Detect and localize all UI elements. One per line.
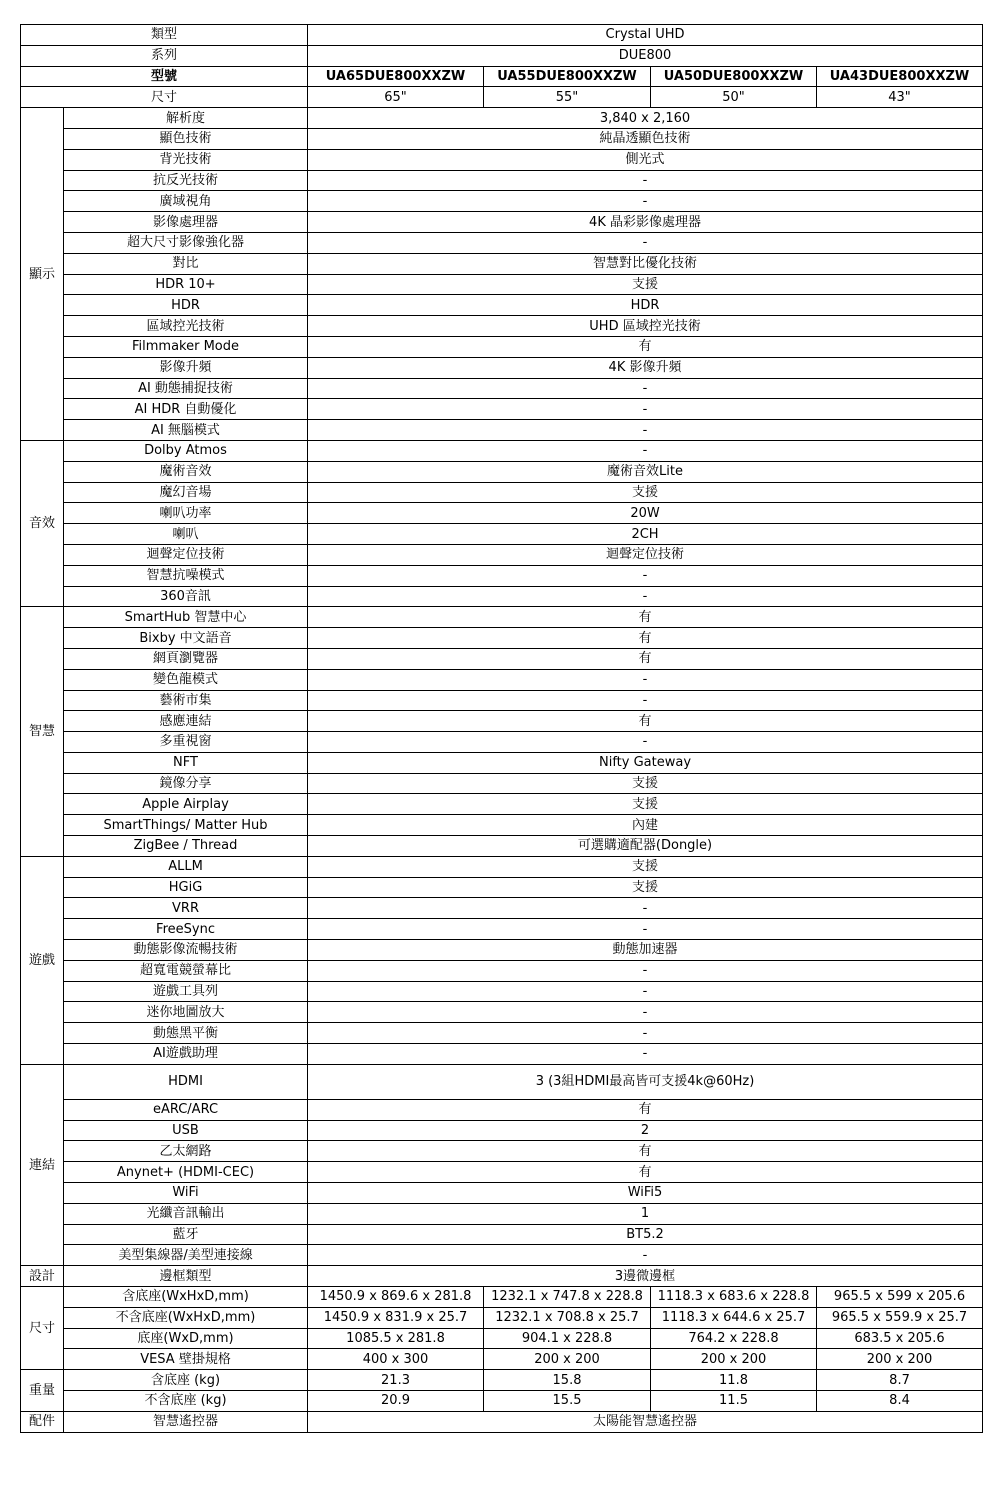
spec-row (21, 336, 983, 357)
spec-value: 魔術音效Lite (308, 461, 983, 482)
spec-value: 15.5 (484, 1391, 651, 1412)
category-label: 連結 (21, 1064, 64, 1265)
spec-label: NFT (64, 752, 308, 773)
spec-value: - (308, 669, 983, 690)
size-cell: 55" (484, 87, 651, 108)
spec-label: 區域控光技術 (64, 316, 308, 337)
spec-label: 動態影像流暢技術 (64, 940, 308, 961)
spec-value: 1085.5 x 281.8 (308, 1328, 484, 1349)
size-row (21, 87, 983, 108)
spec-value: - (308, 586, 983, 607)
category-label: 尺寸 (21, 1287, 64, 1370)
spec-row (21, 836, 983, 857)
spec-value: 有 (308, 1141, 983, 1162)
spec-value: Nifty Gateway (308, 752, 983, 773)
spec-row (21, 794, 983, 815)
spec-value: 200 x 200 (651, 1349, 817, 1370)
size-cell: 43" (817, 87, 983, 108)
spec-row (21, 711, 983, 732)
spec-row (21, 399, 983, 420)
spec-row (21, 170, 983, 191)
spec-value: 965.5 x 559.9 x 25.7 (817, 1307, 983, 1328)
spec-row (21, 1245, 983, 1266)
size-cell: 50" (651, 87, 817, 108)
spec-value: - (308, 191, 983, 212)
spec-row (21, 316, 983, 337)
spec-value: 1118.3 x 644.6 x 25.7 (651, 1307, 817, 1328)
spec-row (21, 420, 983, 441)
spec-value: 8.4 (817, 1391, 983, 1412)
spec-label: 影像處理器 (64, 212, 308, 233)
spec-value: 支援 (308, 482, 983, 503)
category-label: 設計 (21, 1266, 64, 1287)
spec-value: - (308, 1245, 983, 1266)
type-label: 類型 (21, 25, 308, 46)
spec-row (21, 108, 983, 129)
spec-value: - (308, 898, 983, 919)
spec-label: 感應連結 (64, 711, 308, 732)
spec-row (21, 1044, 983, 1065)
model-label: 型號 (21, 66, 308, 87)
spec-label: AI 動態捕捉技術 (64, 378, 308, 399)
spec-row (21, 752, 983, 773)
spec-value: 20W (308, 503, 983, 524)
spec-row (21, 940, 983, 961)
spec-value: 965.5 x 599 x 205.6 (817, 1287, 983, 1308)
spec-value: - (308, 170, 983, 191)
spec-value: - (308, 420, 983, 441)
category-label: 顯示 (21, 108, 64, 441)
spec-value: 3 (3組HDMI最高皆可支援4k@60Hz) (308, 1064, 983, 1099)
spec-row (21, 1002, 983, 1023)
spec-label: 智慧抗噪模式 (64, 565, 308, 586)
spec-value: - (308, 1044, 983, 1065)
spec-row (21, 544, 983, 565)
spec-value: 有 (308, 1099, 983, 1120)
spec-value: - (308, 1002, 983, 1023)
spec-row (21, 1411, 983, 1432)
spec-label: ZigBee / Thread (64, 836, 308, 857)
spec-value: - (308, 690, 983, 711)
spec-value: - (308, 232, 983, 253)
spec-label: 對比 (64, 253, 308, 274)
spec-label: VRR (64, 898, 308, 919)
spec-value: 支援 (308, 856, 983, 877)
spec-value: 1232.1 x 747.8 x 228.8 (484, 1287, 651, 1308)
spec-label: Anynet+ (HDMI-CEC) (64, 1162, 308, 1183)
spec-value: 904.1 x 228.8 (484, 1328, 651, 1349)
spec-label: USB (64, 1120, 308, 1141)
spec-row (21, 1023, 983, 1044)
spec-row (21, 628, 983, 649)
spec-label: HDR (64, 295, 308, 316)
spec-label: 不含底座 (kg) (64, 1391, 308, 1412)
spec-row (21, 565, 983, 586)
spec-label: 多重視窗 (64, 732, 308, 753)
spec-label: 含底座(WxHxD,mm) (64, 1287, 308, 1308)
spec-value: 1118.3 x 683.6 x 228.8 (651, 1287, 817, 1308)
spec-row (21, 773, 983, 794)
spec-label: 乙太網路 (64, 1141, 308, 1162)
spec-value: 683.5 x 205.6 (817, 1328, 983, 1349)
spec-value: 4K 影像升頻 (308, 357, 983, 378)
spec-value: 3邊微邊框 (308, 1266, 983, 1287)
spec-row (21, 274, 983, 295)
spec-value: 支援 (308, 877, 983, 898)
spec-label: Bixby 中文語音 (64, 628, 308, 649)
spec-row (21, 732, 983, 753)
spec-row (21, 586, 983, 607)
spec-label: AI HDR 自動優化 (64, 399, 308, 420)
spec-row (21, 1307, 983, 1328)
spec-value: HDR (308, 295, 983, 316)
spec-value: 1 (308, 1203, 983, 1224)
spec-value: 1450.9 x 831.9 x 25.7 (308, 1307, 484, 1328)
spec-value: 200 x 200 (484, 1349, 651, 1370)
model-row (21, 66, 983, 87)
spec-value: - (308, 440, 983, 461)
series-value: DUE800 (308, 45, 983, 66)
spec-label: 喇叭 (64, 524, 308, 545)
spec-value: 1450.9 x 869.6 x 281.8 (308, 1287, 484, 1308)
spec-row (21, 149, 983, 170)
spec-value: - (308, 1023, 983, 1044)
spec-row (21, 253, 983, 274)
spec-value: 764.2 x 228.8 (651, 1328, 817, 1349)
spec-value: 21.3 (308, 1370, 484, 1391)
spec-row (21, 960, 983, 981)
spec-label: 邊框類型 (64, 1266, 308, 1287)
spec-table (20, 24, 983, 1433)
spec-label: 背光技術 (64, 149, 308, 170)
spec-label: 超大尺寸影像強化器 (64, 232, 308, 253)
category-label: 重量 (21, 1370, 64, 1412)
spec-value: 有 (308, 628, 983, 649)
spec-label: FreeSync (64, 919, 308, 940)
size-label: 尺寸 (21, 87, 308, 108)
spec-value: 純晶透顯色技術 (308, 128, 983, 149)
spec-value: UHD 區域控光技術 (308, 316, 983, 337)
type-row (21, 25, 983, 46)
spec-label: 遊戲工具列 (64, 981, 308, 1002)
spec-value: BT5.2 (308, 1224, 983, 1245)
spec-value: 智慧對比優化技術 (308, 253, 983, 274)
spec-label: 不含底座(WxHxD,mm) (64, 1307, 308, 1328)
spec-value: 200 x 200 (817, 1349, 983, 1370)
spec-label: HGiG (64, 877, 308, 898)
category-label: 音效 (21, 440, 64, 606)
spec-row (21, 1064, 983, 1099)
spec-label: 魔術音效 (64, 461, 308, 482)
spec-value: 有 (308, 1162, 983, 1183)
category-label: 配件 (21, 1411, 64, 1432)
spec-label: HDMI (64, 1064, 308, 1099)
spec-row (21, 1266, 983, 1287)
spec-value: 有 (308, 648, 983, 669)
spec-value: 支援 (308, 274, 983, 295)
spec-label: 藍牙 (64, 1224, 308, 1245)
spec-row (21, 877, 983, 898)
spec-label: AI 無腦模式 (64, 420, 308, 441)
spec-label: Dolby Atmos (64, 440, 308, 461)
spec-label: 動態黑平衡 (64, 1023, 308, 1044)
spec-value: 可選購適配器(Dongle) (308, 836, 983, 857)
spec-value: - (308, 981, 983, 1002)
spec-label: 解析度 (64, 108, 308, 129)
spec-value: 有 (308, 336, 983, 357)
spec-label: 影像升頻 (64, 357, 308, 378)
spec-label: 網頁瀏覽器 (64, 648, 308, 669)
spec-value: 400 x 300 (308, 1349, 484, 1370)
spec-row (21, 128, 983, 149)
spec-label: 鏡像分享 (64, 773, 308, 794)
spec-row (21, 919, 983, 940)
spec-row (21, 607, 983, 628)
spec-label: 顯色技術 (64, 128, 308, 149)
series-row (21, 45, 983, 66)
type-value: Crystal UHD (308, 25, 983, 46)
spec-row (21, 898, 983, 919)
spec-row (21, 1203, 983, 1224)
spec-row (21, 690, 983, 711)
spec-row (21, 1287, 983, 1308)
spec-label: 光纖音訊輸出 (64, 1203, 308, 1224)
spec-label: AI遊戲助理 (64, 1044, 308, 1065)
spec-value: 11.8 (651, 1370, 817, 1391)
spec-value: WiFi5 (308, 1183, 983, 1204)
spec-value: 有 (308, 607, 983, 628)
spec-row (21, 981, 983, 1002)
spec-value: 內建 (308, 815, 983, 836)
spec-label: 藝術市集 (64, 690, 308, 711)
spec-label: 喇叭功率 (64, 503, 308, 524)
spec-row (21, 461, 983, 482)
spec-value: - (308, 960, 983, 981)
spec-label: 變色龍模式 (64, 669, 308, 690)
spec-row (21, 1099, 983, 1120)
spec-row (21, 295, 983, 316)
spec-label: 迷你地圖放大 (64, 1002, 308, 1023)
spec-label: 超寬電競螢幕比 (64, 960, 308, 981)
spec-row (21, 212, 983, 233)
size-cell: 65" (308, 87, 484, 108)
spec-row (21, 232, 983, 253)
spec-value: - (308, 378, 983, 399)
model-cell: UA65DUE800XXZW (308, 66, 484, 87)
spec-row (21, 815, 983, 836)
spec-label: ALLM (64, 856, 308, 877)
spec-label: 智慧遙控器 (64, 1411, 308, 1432)
spec-row (21, 1183, 983, 1204)
spec-label: SmartHub 智慧中心 (64, 607, 308, 628)
spec-value: 3,840 x 2,160 (308, 108, 983, 129)
spec-row (21, 524, 983, 545)
spec-row (21, 503, 983, 524)
spec-value: 太陽能智慧遙控器 (308, 1411, 983, 1432)
spec-row (21, 1328, 983, 1349)
spec-value: - (308, 732, 983, 753)
spec-label: SmartThings/ Matter Hub (64, 815, 308, 836)
spec-row (21, 378, 983, 399)
spec-label: HDR 10+ (64, 274, 308, 295)
spec-label: 魔幻音場 (64, 482, 308, 503)
spec-label: Filmmaker Mode (64, 336, 308, 357)
spec-row (21, 440, 983, 461)
spec-label: 含底座 (kg) (64, 1370, 308, 1391)
spec-value: 2 (308, 1120, 983, 1141)
category-label: 遊戲 (21, 856, 64, 1064)
spec-row (21, 191, 983, 212)
spec-value: 20.9 (308, 1391, 484, 1412)
spec-row (21, 856, 983, 877)
spec-label: 360音訊 (64, 586, 308, 607)
spec-label: 底座(WxD,mm) (64, 1328, 308, 1349)
spec-row (21, 1141, 983, 1162)
spec-value: 2CH (308, 524, 983, 545)
spec-label: 抗反光技術 (64, 170, 308, 191)
series-label: 系列 (21, 45, 308, 66)
spec-row (21, 482, 983, 503)
spec-row (21, 1391, 983, 1412)
spec-value: 側光式 (308, 149, 983, 170)
spec-value: 15.8 (484, 1370, 651, 1391)
spec-value: 11.5 (651, 1391, 817, 1412)
spec-row (21, 1349, 983, 1370)
spec-value: 支援 (308, 773, 983, 794)
spec-label: WiFi (64, 1183, 308, 1204)
spec-value: - (308, 565, 983, 586)
spec-value: 8.7 (817, 1370, 983, 1391)
spec-row (21, 648, 983, 669)
spec-row (21, 1370, 983, 1391)
spec-table-body (21, 25, 983, 1433)
spec-value: 4K 晶彩影像處理器 (308, 212, 983, 233)
spec-value: 動態加速器 (308, 940, 983, 961)
category-label: 智慧 (21, 607, 64, 857)
spec-label: VESA 壁掛規格 (64, 1349, 308, 1370)
spec-row (21, 357, 983, 378)
spec-value: 有 (308, 711, 983, 732)
model-cell: UA43DUE800XXZW (817, 66, 983, 87)
spec-label: 廣域視角 (64, 191, 308, 212)
spec-value: 支援 (308, 794, 983, 815)
spec-row (21, 1120, 983, 1141)
spec-label: 迴聲定位技術 (64, 544, 308, 565)
spec-row (21, 1162, 983, 1183)
model-cell: UA55DUE800XXZW (484, 66, 651, 87)
spec-label: eARC/ARC (64, 1099, 308, 1120)
spec-label: 美型集線器/美型連接線 (64, 1245, 308, 1266)
spec-row (21, 1224, 983, 1245)
spec-value: - (308, 399, 983, 420)
spec-value: 迴聲定位技術 (308, 544, 983, 565)
spec-value: 1232.1 x 708.8 x 25.7 (484, 1307, 651, 1328)
model-cell: UA50DUE800XXZW (651, 66, 817, 87)
spec-label: Apple Airplay (64, 794, 308, 815)
spec-value: - (308, 919, 983, 940)
spec-row (21, 669, 983, 690)
